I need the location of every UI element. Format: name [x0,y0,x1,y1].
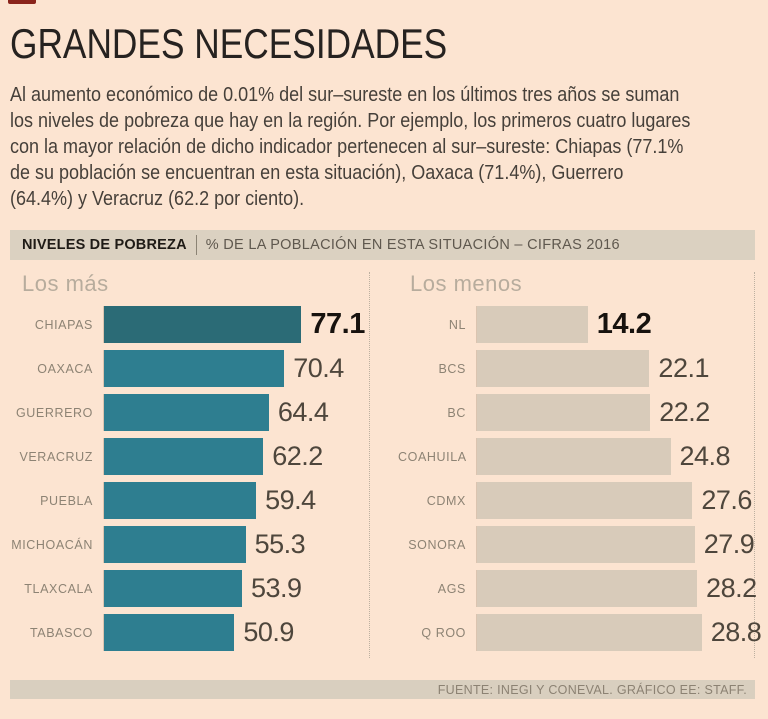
chart-row [10,438,369,475]
value-label: 24.8 [679,441,731,471]
bar-track [476,526,754,563]
chart-row [398,526,754,563]
category-label: GUERRERO [15,405,93,420]
value-label: 70.4 [293,353,344,383]
source-text: FUENTE: INEGI Y CONEVAL. GRÁFICO EE: STAFF. [437,682,747,697]
value-label: 27.6 [701,485,752,515]
bar [477,350,649,387]
bar-track [103,306,369,343]
bar [477,526,695,563]
chart-row [10,570,369,607]
category-label: SONORA [408,537,466,552]
source-bar [10,680,755,699]
value-label: 22.1 [658,353,709,383]
value-label: 59.4 [265,485,316,515]
bar-track [103,570,369,607]
category-label: COAHUILA [398,449,467,464]
bar [104,526,246,563]
bar [104,570,242,607]
bar [104,394,269,431]
bar [104,482,256,519]
chart-row [10,306,369,343]
chart-row [10,482,369,519]
category-label: VERACRUZ [19,449,93,464]
chart-los-mas [10,272,370,658]
bar [477,438,671,475]
category-label: BCS [438,361,466,376]
value-label: 55.3 [254,529,306,559]
bar-track [476,306,754,343]
chart-title: Los más [22,271,109,296]
value-label: 53.9 [251,573,302,603]
category-label: MICHOACÁN [11,537,93,552]
value-label: 28.8 [710,617,762,647]
bar-track [476,438,754,475]
bar-track [103,438,369,475]
category-label: PUEBLA [40,493,93,508]
charts-area [10,272,768,658]
chart-title: Los menos [410,271,523,296]
category-label: TABASCO [29,625,93,640]
category-label: NL [448,317,466,332]
chart-row [398,438,754,475]
category-label: BC [447,405,466,420]
bar-track [103,526,369,563]
chart-los-menos [398,271,762,658]
chart-row [398,350,754,387]
section-subtitle: % DE LA POBLACIÓN EN ESTA SITUACIÓN – CIFRAS 2016 [205,237,620,253]
bar [104,438,263,475]
bar [477,306,588,343]
category-label: CHIAPAS [34,317,93,332]
value-label: 14.2 [596,308,652,340]
category-label: AGS [437,581,466,596]
bar-track [476,570,757,607]
intro-line: (64.4%) y Veracruz (62.2 por ciento). [10,188,305,210]
bar-track [103,482,369,519]
bar-rows [398,306,762,651]
bar-track [476,350,754,387]
chart-row [398,482,754,519]
bar [477,482,692,519]
bar [477,614,702,651]
top-edge-artifact [8,0,36,4]
chart-row [398,570,757,607]
bar [104,306,301,343]
intro-line: Al aumento económico de 0.01% del sur–sureste en los últimos tres años se suman [10,84,680,106]
intro-line: con la mayor relación de dicho indicador pertenecen al sur–sureste: Chiapas (77.1% [10,136,684,158]
bar [477,570,697,607]
bar [477,394,650,431]
section-title: NIVELES DE POBREZA [22,237,187,253]
bar-track [103,350,369,387]
chart-row [10,350,369,387]
separator-line [196,235,197,255]
value-label: 27.9 [703,529,755,559]
bar [104,350,284,387]
bar [104,614,234,651]
value-label: 22.2 [659,397,710,427]
bar-rows [10,306,369,651]
intro-line: los niveles de pobreza que hay en la región. Por ejemplo, los primeros cuatro lugares [10,110,691,132]
value-label: 64.4 [277,397,329,427]
chart-row [398,614,762,651]
section-header-bar [10,230,755,260]
value-label: 50.9 [243,617,294,647]
category-label: CDMX [426,493,466,508]
bar-track [476,394,754,431]
bar-track [476,614,762,651]
chart-row [398,394,754,431]
value-label: 77.1 [310,308,365,340]
chart-row [10,526,369,563]
intro-paragraph [10,82,691,212]
category-label: OAXACA [37,361,93,376]
chart-row [398,306,754,343]
category-label: TLAXCALA [24,581,93,596]
intro-line: de su población se encuentran en esta situación), Oaxaca (71.4%), Guerrero [10,162,624,184]
page-title: GRANDES NECESIDADES [10,20,448,67]
value-label: 62.2 [272,441,323,471]
value-label: 28.2 [706,573,757,603]
category-label: Q ROO [421,625,466,640]
chart-row [10,614,369,651]
bar-track [476,482,754,519]
bar-track [103,614,369,651]
bar-track [103,394,369,431]
chart-row [10,394,369,431]
